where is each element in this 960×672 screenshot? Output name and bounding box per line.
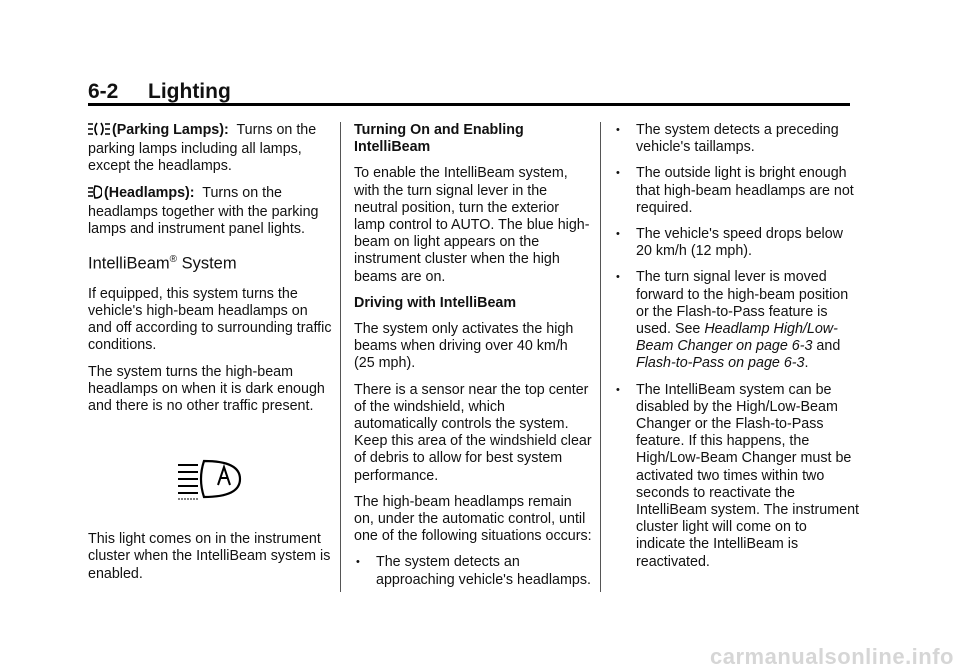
page-number: 6-2 (88, 80, 119, 103)
intellibeam-indicator-icon (178, 459, 334, 499)
list-item: • The IntelliBeam system can be disabled by the High/Low-Beam Changer or the Flash-to-Pass feature. If this happens, the High/Low-Beam Changer must be activated two times within two seconds to reactivate the IntelliBeam system. The instrument cluster light will come on to indicate the IntelliBeam is reactivated. (616, 381, 860, 570)
list-item: • The vehicle's speed drops below 20 km/h (12 mph). (616, 226, 843, 260)
cross-reference-link[interactable]: Headlamp High/Low-Beam Changer on page 6-3 (636, 321, 838, 355)
subheading-driving: Driving with IntelliBeam (354, 294, 517, 311)
headlamps-icon (88, 185, 102, 204)
conditions-paragraph: The high-beam headlamps remain on, under the automatic control, until one of the following situations occurs: (354, 493, 592, 545)
bullet-icon: • (616, 124, 620, 136)
bullet-icon: • (616, 383, 620, 396)
high-beam-paragraph: The system turns the high-beam headlamps on when it is dark enough and there is no other traffic present. (88, 363, 325, 414)
parking-lamps-entry (88, 122, 334, 176)
headlamps-text: Turns on the headlamps together with the parking lamps and instrument panel lights. (88, 184, 319, 238)
bullet-icon: • (616, 167, 620, 180)
intro-paragraph: If equipped, this system turns the vehicle's high-beam headlamps on and off according to surrounding traffic conditions. (88, 285, 332, 354)
column-2 (354, 122, 592, 598)
list-item: • The system detects a preceding vehicle's taillamps. (616, 122, 839, 156)
column-1 (88, 122, 334, 592)
cross-reference-link[interactable]: Flash-to-Pass on page 6-3 (636, 355, 805, 372)
conditions-list-start (354, 554, 592, 588)
list-item: • The outside light is bright enough that high-beam headlamps are not required. (616, 165, 854, 216)
section-title: IntelliBeam® System (88, 254, 237, 273)
bullet-icon: • (616, 271, 620, 284)
chapter-title: Lighting (148, 80, 231, 103)
indicator-paragraph: This light comes on in the instrument cluster when the IntelliBeam system is enabled. (88, 531, 331, 582)
enabling-paragraph: To enable the IntelliBeam system, with the turn signal lever in the neutral position, turn the exterior lamp control to AUTO. The blue high-beam on light appears on the instrument cluster when the high beams are on. (354, 165, 590, 285)
list-item: • The system detects an approaching vehicle's headlamps. (356, 554, 591, 588)
sensor-paragraph: There is a sensor near the top center of the windshield, which automatically controls the system. Keep this area of the windshield clear of debris to allow for best system performance. (354, 381, 592, 484)
bullet-icon: • (356, 556, 360, 569)
watermark: carmanualsonline.info (710, 644, 954, 669)
activation-paragraph: The system only activates the high beams when driving over 40 km/h (25 mph). (354, 321, 574, 372)
conditions-list-continued (614, 122, 860, 571)
list-item: • The turn signal lever is moved forward to the high-beam position or the Flash-to-Pass feature is used. See Headlamp High/Low-Beam Changer on page 6-3 and Flash-to-Pass on page 6-3. (616, 269, 849, 372)
parking-lamps-icon (88, 122, 110, 141)
header-rule (88, 103, 850, 106)
column-3 (614, 122, 860, 580)
subheading-enabling: Turning On and Enabling IntelliBeam (354, 122, 524, 156)
parking-lamps-label: (Parking Lamps): (112, 122, 229, 138)
bullet-icon: • (616, 228, 620, 241)
footer (0, 642, 960, 672)
column-divider-2 (600, 122, 601, 592)
headlamps-label: (Headlamps): (104, 184, 195, 201)
column-divider-1 (340, 122, 341, 592)
headlamps-entry (88, 185, 334, 239)
registered-mark: ® (169, 254, 177, 266)
parking-lamps-text: Turns on the parking lamps including all lamps, except the headlamps. (88, 122, 317, 175)
